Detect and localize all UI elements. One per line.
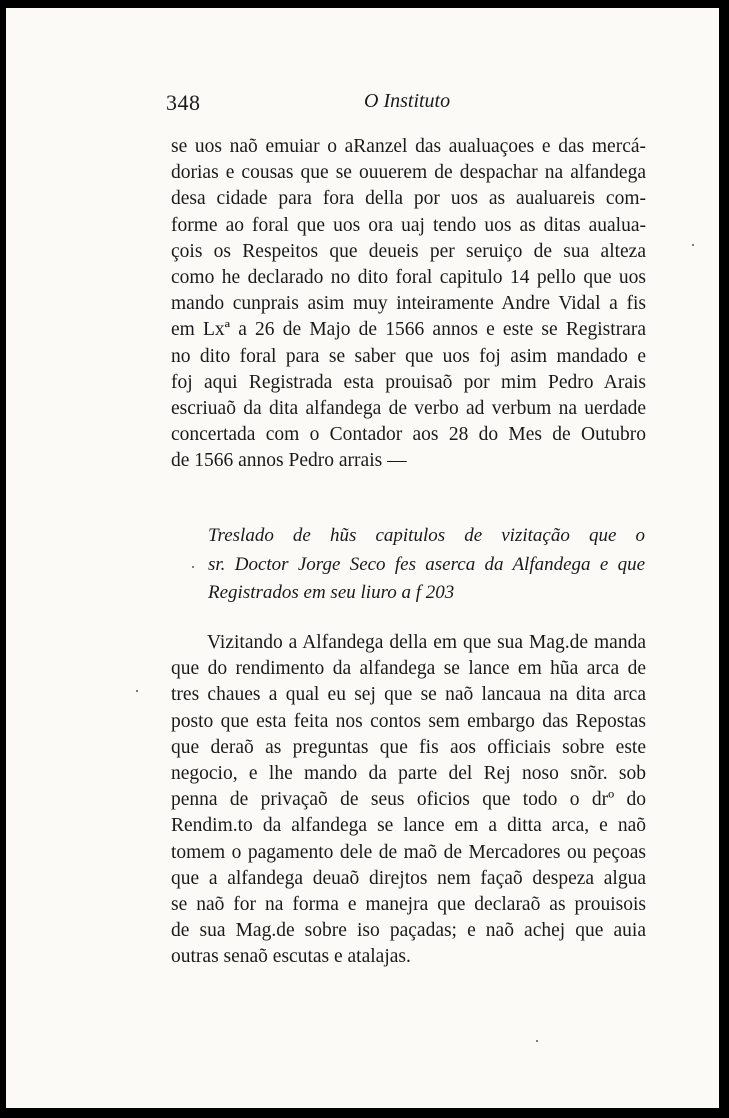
- paragraph-1: [171, 134, 646, 475]
- page-number: 348: [166, 90, 201, 115]
- paper-speck: [692, 244, 694, 246]
- text-line: se uos naõ emuiar o aRanzel das aualuaçoes e das mercá-: [171, 136, 646, 157]
- text-line: Rendim.to da alfandega se lance em a ditta arca, e naõ: [171, 815, 646, 837]
- text-line: penna de privaçaõ de seus oficios que todo o drº do: [171, 789, 646, 811]
- text-line: tomem o pagamento dele de maõ de Mercadores ou peçoas: [171, 841, 646, 863]
- text-line: outras senaõ escutas e atalajas.: [171, 946, 411, 968]
- text-line: de sua Mag.de sobre iso paçadas; e naõ achej que auia: [171, 920, 646, 942]
- book-page: [6, 8, 719, 1108]
- text-line: desa cidade para fora della por uos as aualuareis com-: [171, 188, 646, 210]
- section-heading: [208, 522, 645, 608]
- text-line: forme ao foral que uos ora uaj tendo uos as ditas aualua-: [171, 214, 646, 236]
- text-line: Vizitando a Alfandega della em que sua Mag.de manda: [207, 632, 646, 653]
- paragraph-2: [171, 630, 646, 971]
- text-line: foj aqui Registrada esta prouisaõ por mim Pedro Arais: [171, 371, 646, 393]
- heading-line: Treslado de hũs capitulos de vizitação que o: [208, 525, 645, 546]
- paper-speck: [536, 1040, 538, 1042]
- text-line: tres chaues a qual eu sej que se naõ lancaua na dita arca: [171, 684, 646, 706]
- text-line: de 1566 annos Pedro arrais —: [171, 450, 407, 472]
- text-line: que a alfandega deuaõ direjtos nem façaõ despeza algua: [171, 867, 646, 889]
- paper-speck: [136, 690, 138, 692]
- heading-line: Registrados em seu liuro a f 203: [208, 582, 455, 603]
- page-header: [166, 90, 576, 120]
- text-line: çois os Respeitos que deueis per seruiço de sua alteza: [171, 240, 646, 262]
- paper-speck: [192, 566, 194, 568]
- text-line: no dito foral para se saber que uos foj asim mandado e: [171, 345, 646, 367]
- text-line: escriuaõ da dita alfandega de verbo ad verbum na uerdade: [171, 398, 646, 420]
- text-line: como he declarado no dito foral capitulo 14 pello que uos: [171, 267, 646, 289]
- text-line: dorias e cousas que se ouuerem de despachar na alfandega: [171, 162, 646, 184]
- text-line: concertada com o Contador aos 28 do Mes de Outubro: [171, 424, 646, 446]
- text-line: se naõ for na forma e manejra que declaraõ as prouisois: [171, 894, 646, 916]
- text-line: em Lxª a 26 de Majo de 1566 annos e este se Registrara: [171, 319, 646, 341]
- running-title: O Instituto: [364, 90, 451, 112]
- text-line: mando cunprais asim muy inteiramente Andre Vidal a fis: [171, 293, 646, 315]
- text-line: negocio, e lhe mando da parte del Rej noso snõr. sob: [171, 763, 646, 785]
- text-line: que do rendimento da alfandega se lance em hũa arca de: [171, 658, 646, 680]
- text-line: que deraõ as preguntas que fis aos officiais sobre este: [171, 736, 646, 758]
- text-line: posto que esta feita nos contos sem embargo das Repostas: [171, 710, 646, 732]
- heading-line: sr. Doctor Jorge Seco fes aserca da Alfandega e que: [208, 553, 645, 575]
